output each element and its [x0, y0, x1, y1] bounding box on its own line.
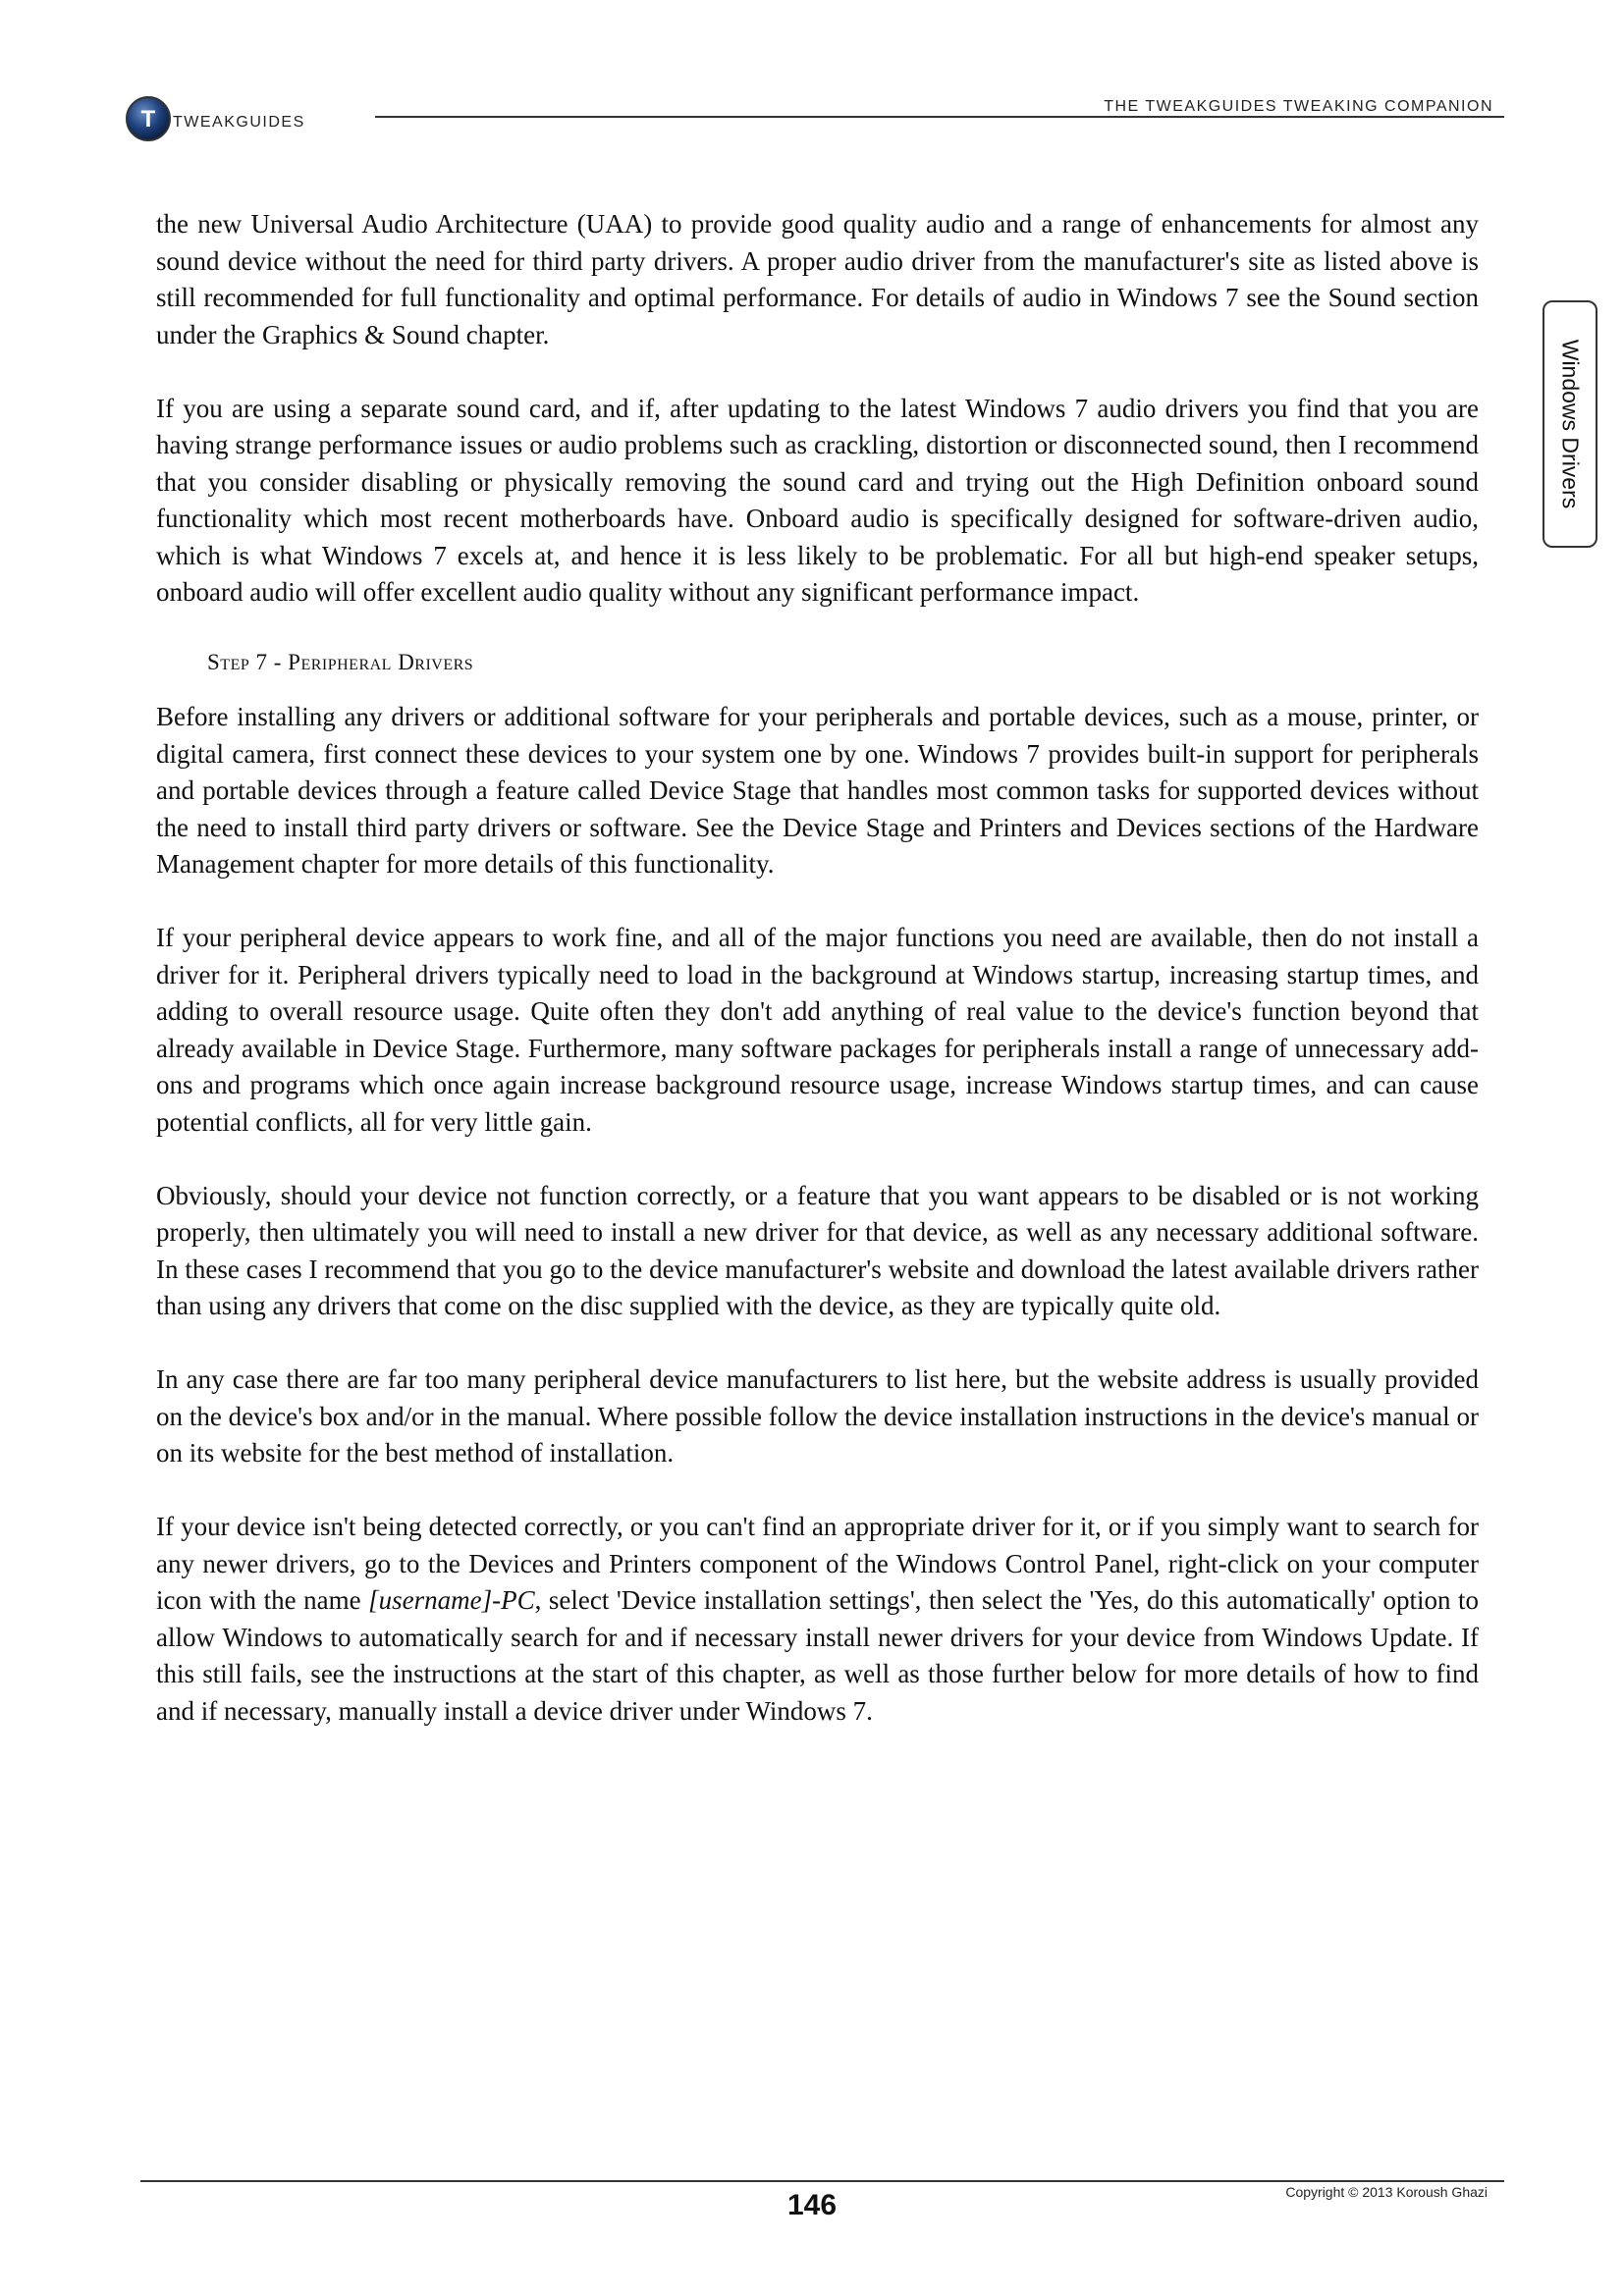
footer-rule — [140, 2180, 1504, 2182]
username-pc-text: [username]-PC — [368, 1585, 535, 1615]
logo-graphic — [124, 94, 359, 143]
paragraph-text: If your device isn't being detected correctly, or you can't find an appropriate driver for it, or if you simply want to search for any newer drivers, go to the Devices and Printers component of the Windows Control Panel, right-click on your computer icon with the name — [156, 1512, 1479, 1615]
paragraph: Obviously, should your device not function correctly, or a feature that you want appears to be disabled or is not working properly, then ultimately you will need to install a new driver for that device, as well as any necessary additional software. In these cases I recommend that you go to the device manufacturer's website and download the latest available drivers rather than using any drivers that come on the disc supplied with the device, as they are typically quite old. — [156, 1180, 1479, 1320]
page-content — [156, 206, 1479, 1767]
copyright-text: Copyright © 2013 Koroush Ghazi — [1285, 2184, 1488, 2200]
page-number: 146 — [786, 2189, 838, 2221]
tweakguides-logo — [124, 94, 359, 143]
paragraph: Before installing any drivers or additional software for your peripherals and portable devices, such as a mouse, printer, or digital camera, first connect these devices to your system one by one. Windows 7 provides built-in support for peripherals and portable devices through a feature called Device Stage that handles most common tasks for supported devices without the need to install third party drivers or software. See the Device Stage and Printers and Devices sections of the Hardware Management chapter for more details of this functionality. — [156, 702, 1479, 879]
paragraph: If your peripheral device appears to work fine, and all of the major functions you need are available, then do not install a driver for it. Peripheral drivers typically need to load in the background at Windows startup, increasing startup times, and adding to overall resource usage. Quite often they don't add anything of real value to the device's function beyond that already available in Device Stage. Furthermore, many software packages for peripherals install a range of unnecessary add-ons and programs which once again increase background resource usage, increase Windows startup times, and can cause potential conflicts, all for very little gain. — [156, 923, 1479, 1137]
paragraph: In any case there are far too many peripheral device manufacturers to list here, but the website address is usually provided on the device's box and/or in the manual. Where possible follow the device installation instructions in the device's manual or on its website for the best method of installation. — [156, 1364, 1479, 1468]
section-heading: Step 7 - Peripheral Drivers — [207, 650, 474, 674]
paragraph-text: , select 'Device installation settings', then select the 'Yes, do this automatically' option to allow Windows to automatically search for and if necessary install newer drivers for your device from Windows Update. If this still fails, see the instructions at the start of this chapter, as well as those further below for more details of how to find and if necessary, manually install a device driver under Windows 7. — [156, 1585, 1479, 1726]
svg-text:T: T — [140, 106, 156, 133]
paragraph: If you are using a separate sound card, and if, after updating to the latest Windows 7 audio drivers you find that you are having strange performance issues or audio problems such as crackling, distortion or disconnected sound, then I recommend that you consider disabling or physically removing the sound card and trying out the High Definition onboard sound functionality which most recent motherboards have. Onboard audio is specifically designed for software-driven audio, which is what Windows 7 excels at, and hence it is less likely to be problematic. For all but high-end speaker setups, onboard audio will offer excellent audio quality without any significant performance impact. — [156, 393, 1479, 607]
logo-text: TWEAKGUIDES — [173, 114, 305, 131]
header-rule — [375, 116, 1504, 118]
paragraph — [156, 1509, 1479, 1730]
paragraph: the new Universal Audio Architecture (UAA) to provide good quality audio and a range of enhancements for almost any sound device without the need for third party drivers. A proper audio driver from the manufacturer's site as listed above is still recommended for full functionality and optimal performance. For details of audio in Windows 7 see the Sound section under the Graphics & Sound chapter. — [156, 209, 1479, 349]
chapter-side-tab-label: Windows Drivers — [1557, 339, 1584, 509]
header-title: THE TWEAKGUIDES TWEAKING COMPANION — [1104, 98, 1493, 115]
chapter-side-tab — [1543, 300, 1597, 548]
